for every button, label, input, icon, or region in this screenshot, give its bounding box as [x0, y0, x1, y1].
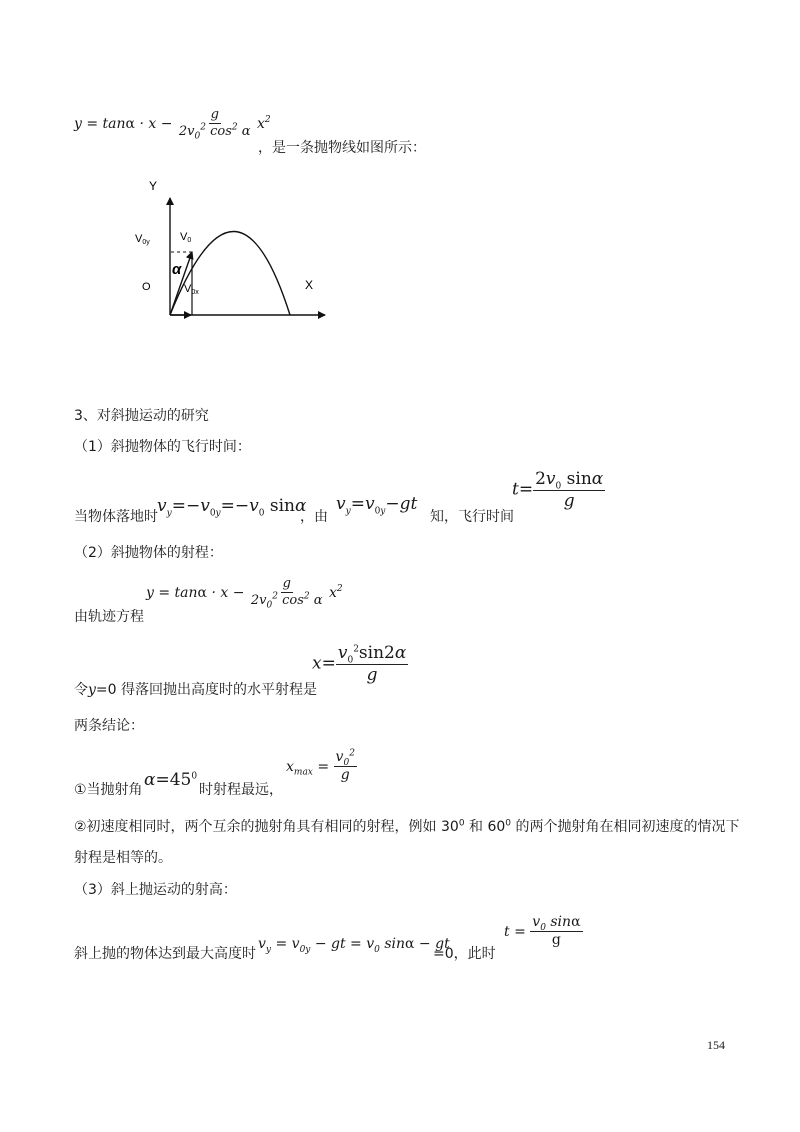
max-height-eq: $v_y = v_{0y}$ − gt = $v_0$ sinα − gt	[258, 936, 450, 955]
trajectory-equation-2: y = tanα · x − $\frac{g}{2v_0^2 \cos^2 \alpha}$ $x^2$	[146, 576, 343, 611]
c2-b: 和 60	[464, 819, 506, 835]
label-v0y	[135, 233, 150, 246]
label-y: Y	[149, 179, 158, 193]
label-v0	[180, 231, 191, 244]
label-v0x-sub: 0x	[191, 289, 199, 296]
part2-heading: （2）斜抛物体的射程：	[74, 545, 223, 561]
let-prefix: 令	[74, 682, 88, 698]
let-rest: =0 得落回抛出高度时的水平射程是	[95, 682, 318, 698]
range-formula: x= $\frac{v_0^2\sin 2\alpha}{g}$	[312, 643, 407, 685]
trajectory-equation-top: y = tanα · x − $\frac{g}{2v_0^2 \cos^2 \alpha}$ $x^2$	[74, 107, 271, 142]
landing-velocity-eq: $v_y=-v_{0y}=-v_0$ sinα	[157, 496, 307, 519]
trajectory-figure	[125, 170, 340, 330]
vy-equation: $v_y=v_{0y}-gt$	[336, 494, 418, 517]
parabola-curve	[170, 232, 290, 316]
label-v0x-main: V	[184, 283, 192, 295]
part3-heading: （3）斜上抛运动的射高：	[74, 882, 237, 898]
part3-eq-tail: =0，此时	[433, 946, 496, 962]
part1-prefix: 当物体落地时	[74, 509, 158, 525]
conclusion2-line1	[74, 816, 739, 836]
section3-heading: 3、对斜抛运动的研究	[74, 408, 209, 424]
part2-traj-label: 由轨迹方程	[74, 609, 144, 625]
c2-sup2: 0	[505, 818, 512, 829]
label-alpha: α	[172, 261, 182, 278]
c2-a: ②初速度相同时，两个互余的抛射角具有相同的射程，例如 30	[74, 819, 459, 835]
c2-c: 的两个抛射角在相同初速度的情况下	[511, 819, 740, 835]
part3-prefix: 斜上抛的物体达到最大高度时	[74, 946, 256, 962]
conclusions-heading: 两条结论：	[74, 718, 144, 734]
c2-sup1: 0	[458, 818, 465, 829]
time-to-top-formula: t = $\frac{v_0 \sin\alpha}{g}$	[504, 914, 581, 949]
alpha-45-eq: $\alpha=45^0$	[144, 770, 198, 790]
eq-top-suffix: ，是一条抛物线如图所示：	[258, 140, 426, 156]
label-o: O	[142, 281, 151, 293]
label-v0y-main: V	[135, 233, 143, 245]
part1-mid1: ，由	[300, 509, 328, 525]
label-v0-main: V	[180, 231, 188, 243]
label-x: X	[305, 278, 314, 292]
label-v0y-sub: 0y	[142, 239, 150, 246]
page-number: 154	[707, 1038, 725, 1052]
conclusion2-line2: 射程是相等的。	[74, 850, 172, 866]
flight-time-formula: t= $\frac{2v_0 \sin\alpha}{g}$	[512, 469, 604, 511]
part1-mid2: 知，飞行时间	[430, 509, 514, 525]
part1-heading: （1）斜抛物体的飞行时间：	[74, 439, 251, 455]
label-v0-sub: 0	[187, 237, 192, 244]
xmax-formula: $x_{max}$ = $\frac{v_0^2}{g}$	[286, 748, 355, 784]
let-var: y	[88, 682, 96, 698]
conclusion1-suffix: 时射程最远，	[199, 782, 283, 798]
conclusion1-prefix: ①当抛射角	[74, 782, 143, 798]
part2-let-line	[74, 679, 317, 699]
